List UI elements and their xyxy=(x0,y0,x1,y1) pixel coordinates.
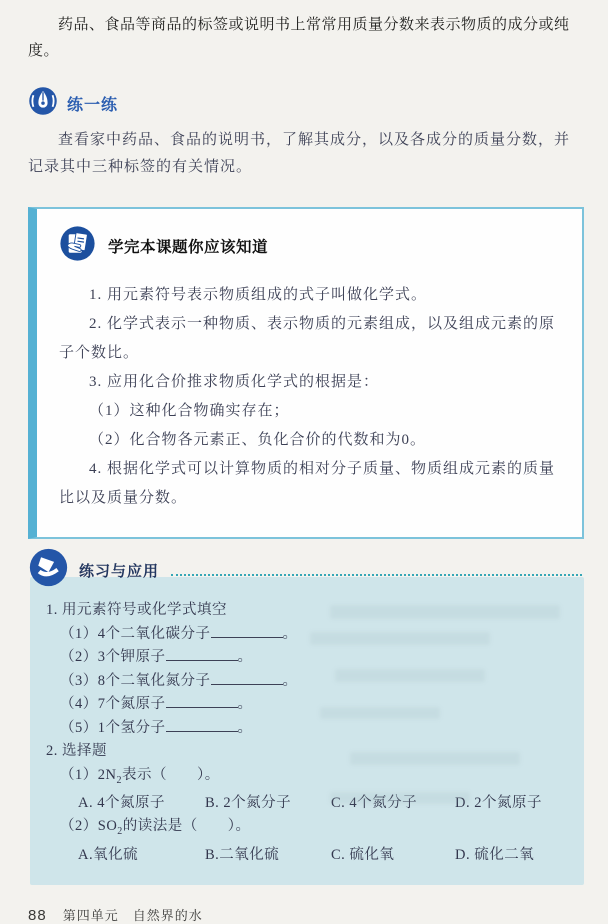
fill-item-text: （1）4个二氧化碳分子 xyxy=(60,625,211,642)
unit-title: 第四单元 自然界的水 xyxy=(62,908,203,924)
pen-nib-icon xyxy=(28,86,58,121)
question-2-label: 2. 选择题 xyxy=(46,743,107,759)
fill-item-text: （5）1个氢分子 xyxy=(60,719,166,736)
intro-paragraph: 药品、食品等商品的标签或说明书上常常用质量分数来表示物质的成分或纯度。 xyxy=(28,17,570,59)
practice-section-title: 练一练 xyxy=(67,97,119,114)
formula-subscript: 2 xyxy=(117,826,123,838)
choice-options-2 xyxy=(78,844,570,868)
fill-item-period: 。 xyxy=(282,672,298,689)
summary-items xyxy=(59,281,562,513)
option-d: D. 硫化二氧 xyxy=(455,846,535,863)
fill-item-text: （3）8个二氧化氮分子 xyxy=(60,672,211,689)
fill-item-3 xyxy=(60,670,570,694)
summary-box xyxy=(28,207,584,539)
page-footer xyxy=(28,905,584,924)
bleed-through-artifact xyxy=(350,752,520,765)
formula-subscript: 2 xyxy=(116,774,122,786)
summary-item: 4. 根据化学式可以计算物质的相对分子质量、物质组成元素的质量比以及质量分数。 xyxy=(59,461,556,506)
answer-blank xyxy=(166,718,238,732)
stem-text: 的读法是（ ）。 xyxy=(122,818,251,835)
summary-item: 3. 应用化合价推求物质化学式的根据是： xyxy=(89,374,380,390)
exercises-section-header xyxy=(28,547,584,593)
swoosh-check-icon xyxy=(28,547,69,593)
choice-stem-1 xyxy=(60,764,570,792)
fill-item-text: （2）3个钾原子 xyxy=(60,649,166,665)
answer-blank xyxy=(166,647,238,661)
bleed-through-artifact xyxy=(320,707,440,719)
option-c: C. 4个氮分子 xyxy=(331,794,418,811)
choice-options-1 xyxy=(78,792,570,816)
page-number: 88 xyxy=(28,907,47,924)
choice-stem-2 xyxy=(60,815,570,843)
practice-section-header xyxy=(28,86,584,121)
option-b: B.二氧化硫 xyxy=(205,846,280,863)
bleed-through-artifact xyxy=(335,669,485,682)
question-1-label: 1. 用元素符号或化学式填空 xyxy=(46,602,227,618)
fill-item-2 xyxy=(60,646,570,670)
fill-item-period: 。 xyxy=(282,625,298,642)
option-a: A.氧化硫 xyxy=(78,846,139,863)
summary-box-header xyxy=(59,225,562,267)
option-d: D. 2个氮原子 xyxy=(455,794,542,811)
summary-item: （2）化合物各元素正、负化合价的代数和为0。 xyxy=(89,432,427,448)
fill-item-period: 。 xyxy=(237,719,253,736)
summary-box-title: 学完本课题你应该知道 xyxy=(108,239,269,256)
summary-item: （1）这种化合物确实存在； xyxy=(89,403,290,419)
formula-prefix: （1）2N xyxy=(60,766,117,783)
practice-body-text: 查看家中药品、食品的说明书，了解其成分，以及各成分的质量分数，并记录其中三种标签的有关情况。 xyxy=(28,132,571,175)
formula-prefix: （2）SO xyxy=(60,818,118,835)
option-a: A. 4个氮原子 xyxy=(78,794,165,811)
book-hand-icon xyxy=(59,225,96,267)
option-b: B. 2个氮分子 xyxy=(205,794,292,811)
option-c: C. 硫化氧 xyxy=(331,846,395,863)
bleed-through-artifact xyxy=(330,605,560,619)
bleed-through-artifact xyxy=(310,632,490,645)
summary-item: 2. 化学式表示一种物质、表示物质的元素组成，以及组成元素的原子个数比。 xyxy=(59,316,556,361)
fill-item-4 xyxy=(60,693,570,717)
fill-item-5 xyxy=(60,717,570,741)
answer-blank xyxy=(166,694,238,708)
fill-item-period: 。 xyxy=(237,696,253,712)
bleed-through-artifact xyxy=(330,792,470,804)
answer-blank xyxy=(211,624,283,638)
stem-text: 表示（ ）。 xyxy=(121,766,220,783)
summary-item: 1. 用元素符号表示物质组成的式子叫做化学式。 xyxy=(89,287,428,303)
dotted-rule xyxy=(171,573,582,576)
exercises-section-title: 练习与应用 xyxy=(79,562,160,580)
exercises-panel xyxy=(30,577,584,885)
fill-item-period: 。 xyxy=(237,649,253,665)
answer-blank xyxy=(211,671,283,685)
fill-item-text: （4）7个氮原子 xyxy=(60,696,166,712)
